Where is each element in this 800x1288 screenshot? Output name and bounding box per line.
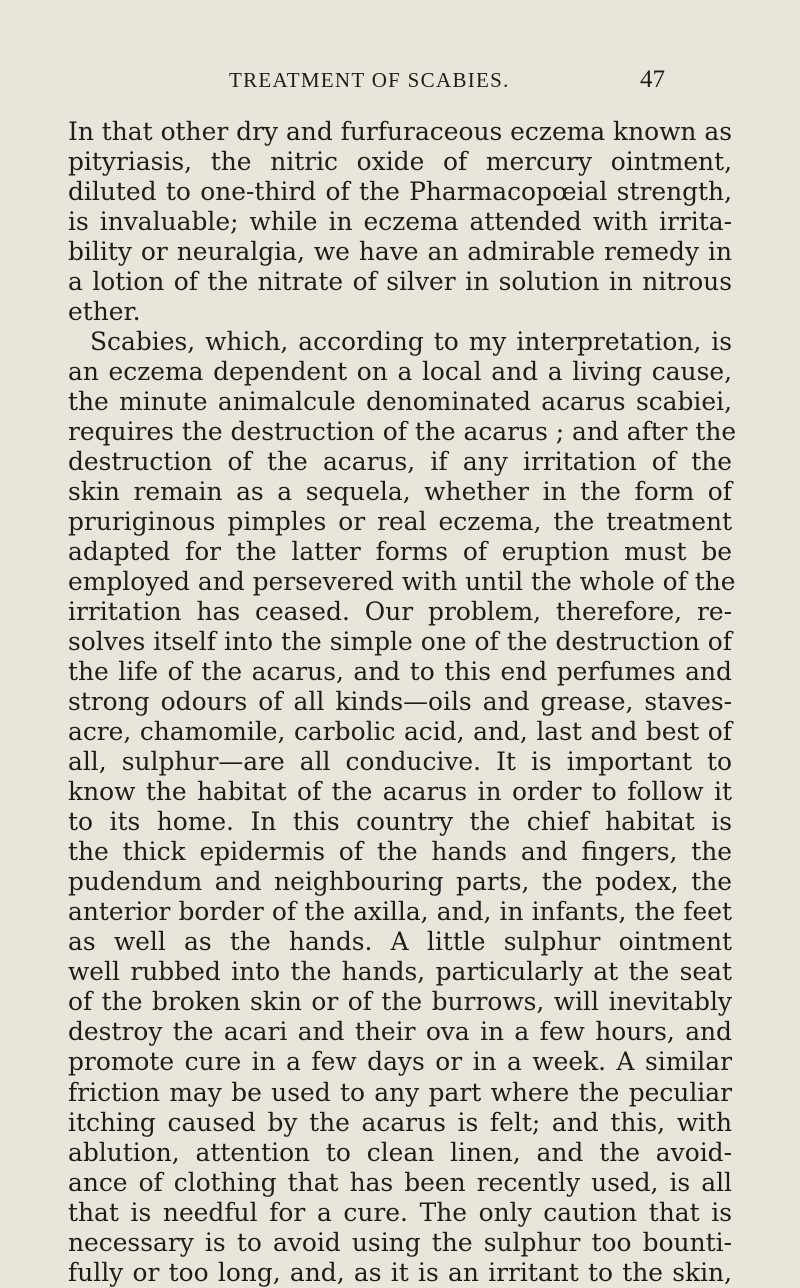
text-line: fully or too long, and, as it is an irritant to the skin,	[68, 1257, 732, 1287]
text-line: an eczema dependent on a local and a living cause,	[68, 357, 732, 387]
text-line: itching caused by the acarus is felt; and this, with	[68, 1107, 732, 1137]
text-line: the life of the acarus, and to this end perfumes and	[68, 657, 732, 687]
text-line: ance of clothing that has been recently used, is all	[68, 1167, 732, 1197]
text-line: friction may be used to any part where the peculiar	[68, 1077, 732, 1107]
text-line: all, sulphur—are all conducive. It is important to	[68, 747, 732, 777]
text-line: promote cure in a few days or in a week. A similar	[68, 1047, 732, 1077]
text-line: adapted for the latter forms of eruption must be	[68, 537, 732, 567]
text-line: pruriginous pimples or real eczema, the treatment	[68, 507, 732, 537]
text-line: well rubbed into the hands, particularly at the seat	[68, 957, 732, 987]
text-line: destroy the acari and their ova in a few hours, and	[68, 1017, 732, 1047]
text-line: to its home. In this country the chief habitat is	[68, 807, 732, 837]
text-line: necessary is to avoid using the sulphur too bounti-	[68, 1227, 732, 1257]
text-line: Scabies, which, according to my interpretation, is	[90, 327, 732, 357]
text-line: know the habitat of the acarus in order to follow it	[68, 777, 732, 807]
text-line: bility or neuralgia, we have an admirable remedy in	[68, 237, 732, 267]
text-line: ablution, attention to clean linen, and the avoid-	[68, 1137, 732, 1167]
text-line: acre, chamomile, carbolic acid, and, last and best of	[68, 717, 732, 747]
text-line: irritation has ceased. Our problem, therefore, re-	[68, 597, 732, 627]
text-line: anterior border of the axilla, and, in infants, the feet	[68, 897, 732, 927]
text-line: solves itself into the simple one of the destruction of	[68, 627, 732, 657]
text-line: strong odours of all kinds—oils and grease, staves-	[68, 687, 732, 717]
text-line: is invaluable; while in eczema attended with irrita-	[68, 207, 732, 237]
text-line: that is needful for a cure. The only caution that is	[68, 1197, 732, 1227]
text-line: diluted to one-third of the Pharmacopœial strength,	[68, 177, 732, 207]
text-line: of the broken skin or of the burrows, will inevitably	[68, 987, 732, 1017]
text-line: destruction of the acarus, if any irritation of the	[68, 447, 732, 477]
text-line: the thick epidermis of the hands and fingers, the	[68, 837, 732, 867]
text-line: as well as the hands. A little sulphur ointment	[68, 927, 732, 957]
page-number: 47	[640, 66, 665, 93]
text-line: pityriasis, the nitric oxide of mercury ointment,	[68, 147, 732, 177]
text-line: requires the destruction of the acarus ; and after the	[68, 417, 737, 447]
text-line: ether.	[68, 297, 141, 327]
text-line: a lotion of the nitrate of silver in solution in nitrous	[68, 267, 732, 297]
text-line: In that other dry and furfuraceous eczema known as	[68, 117, 732, 146]
text-line: employed and persevered with until the whole of the	[68, 567, 736, 597]
text-line: pudendum and neighbouring parts, the podex, the	[68, 867, 732, 897]
running-title: TREATMENT OF SCABIES.	[229, 68, 510, 92]
running-head	[229, 60, 665, 100]
text-line: skin remain as a sequela, whether in the form of	[68, 477, 732, 507]
text-line: the minute animalcule denominated acarus scabiei,	[68, 387, 732, 417]
body-text	[68, 117, 737, 1287]
